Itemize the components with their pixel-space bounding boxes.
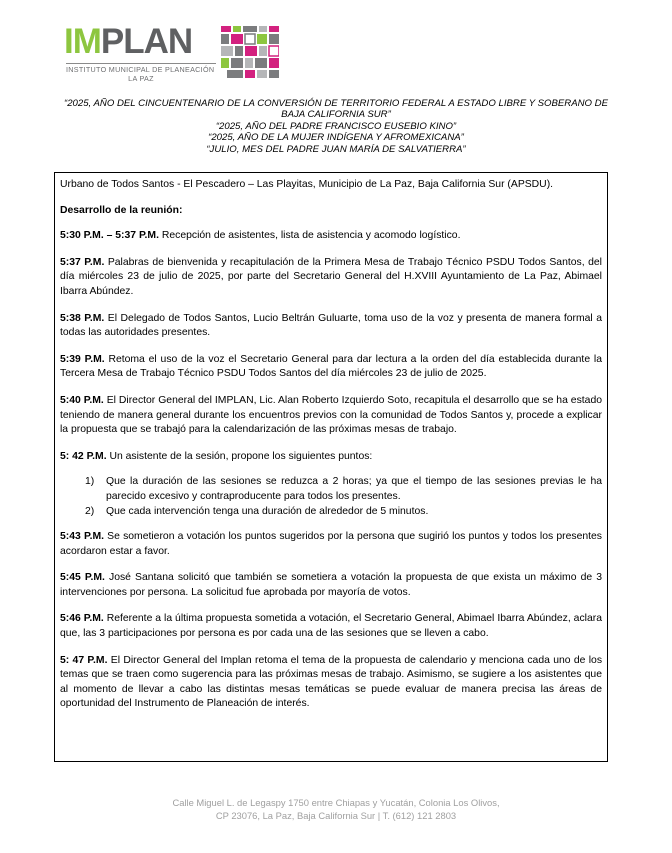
logo-wordmark-plan: PLAN bbox=[100, 22, 193, 61]
minutes-entry bbox=[60, 394, 602, 438]
logo-mosaic-icon bbox=[221, 26, 279, 80]
proposal-item bbox=[85, 475, 602, 504]
motto-line: “2025, AÑO DEL CINCUENTENARIO DE LA CONVERSIÓN DE TERRITORIO FEDERAL A ESTADO LIBRE Y SOBERANO DE BAJA CALIFORNIA SUR” bbox=[64, 98, 608, 121]
entry-time: 5:38 P.M. bbox=[60, 312, 105, 324]
entry-time: 5:46 P.M. bbox=[60, 613, 104, 625]
entry-text: El Delegado de Todos Santos, Lucio Beltrán Guluarte, toma uso de la voz y presenta de manera formal a todas las autoridades presentes. bbox=[60, 312, 602, 339]
proposal-number: 1) bbox=[85, 476, 95, 488]
motto-line: “JULIO, MES DEL PADRE JUAN MARÍA DE SALVATIERRA” bbox=[206, 143, 466, 155]
entry-time: 5:40 P.M. bbox=[60, 394, 104, 406]
motto-line: “2025, AÑO DEL PADRE FRANCISCO EUSEBIO KINO” bbox=[215, 120, 457, 132]
official-mottos bbox=[55, 98, 617, 155]
entry-text: Retoma el uso de la voz el Secretario General para dar lectura a la orden del día establecida durante la Tercera Mesa de Trabajo Técnico PSDU Todos Santos del día miércoles 23 de julio de 2025. bbox=[60, 353, 602, 380]
entry-text: El Director General del Implan retoma el tema de la propuesta de calendario y menciona cada uno de los temas que se traen como sugerencia para las próximas mesas de trabajo. Asimismo, se sugiere a los asistentes que al momento de llevar a cabo las distintas mesas temáticas se puede evaluar de manera precisa las áreas de oportunidad del Instrumento de Planeación de interés. bbox=[60, 654, 603, 710]
entry-text: Recepción de asistentes, lista de asistencia y acomodo logístico. bbox=[158, 230, 461, 242]
entry-time: 5:43 P.M. bbox=[60, 531, 104, 543]
minutes-entry bbox=[60, 654, 602, 712]
minutes-entry bbox=[60, 256, 602, 300]
page-footer bbox=[0, 796, 672, 822]
entry-text: Un asistente de la sesión, propone los siguientes puntos: bbox=[106, 450, 373, 462]
entry-time: 5:45 P.M. bbox=[60, 572, 105, 584]
entry-text: Referente a la última propuesta sometida a votación, el Secretario General, Abimael Ibarra Abúndez, aclara que, las 3 participaciones por persona es por cada una de las sesiones que se lleven a cabo. bbox=[60, 613, 602, 640]
motto-line: “2025, AÑO DE LA MUJER INDÍGENA Y AFROMEXICANA” bbox=[208, 132, 464, 144]
proposal-item bbox=[85, 505, 602, 520]
minutes-entry bbox=[60, 229, 602, 244]
entry-time: 5:30 P.M. – 5:37 P.M. bbox=[60, 230, 159, 242]
proposal-text: Que la duración de las sesiones se reduzca a 2 horas; ya que el tiempo de las sesiones previas le ha parecido excesivo y contraproducente para todos los presentes. bbox=[106, 476, 602, 502]
entry-time: 5:37 P.M. bbox=[60, 256, 105, 268]
minutes-entry bbox=[60, 450, 602, 465]
logo-subtitle: INSTITUTO MUNICIPAL DE PLANEACIÓN bbox=[66, 65, 215, 74]
proposal-number: 2) bbox=[85, 505, 95, 517]
entry-text: El Director General del IMPLAN, Lic. Alan Roberto Izquierdo Soto, recapitula el desarrollo que se ha estado teniendo de manera general durante los encuentros previos con la comunidad de Todos Santos y, procede a explicar la propuesta que se trabajó para la calendarización de las próximas mesas de trabajo. bbox=[60, 394, 602, 436]
minutes-heading bbox=[60, 204, 602, 219]
minutes-entry bbox=[60, 612, 602, 641]
footer-contact-line: CP 23076, La Paz, Baja California Sur | T. (612) 121 2803 bbox=[215, 810, 457, 821]
minutes-box bbox=[54, 172, 608, 762]
minutes-intro: Urbano de Todos Santos - El Pescadero – Las Playitas, Municipio de La Paz, Baja California Sur (APSDU). bbox=[60, 179, 554, 190]
proposal-text: Que cada intervención tenga una duración de alrededor de 5 minutos. bbox=[106, 505, 429, 517]
proposals-list bbox=[60, 475, 602, 519]
entry-text: Palabras de bienvenida y recapitulación de la Primera Mesa de Trabajo Técnico PSDU Todos Santos, del día miércoles 23 de julio de 2025, por parte del Secretario General del H.XVIII Ayuntamiento de La Paz, Abimael Ibarra Abúndez. bbox=[60, 256, 602, 297]
footer-address-line: Calle Miguel L. de Legaspy 1750 entre Chiapas y Yucatán, Colonia Los Olivos, bbox=[172, 797, 500, 808]
entry-time: 5:39 P.M. bbox=[60, 353, 105, 365]
minutes-entry bbox=[60, 571, 602, 600]
minutes-entry bbox=[60, 353, 602, 382]
entry-time: 5: 42 P.M. bbox=[60, 450, 107, 462]
logo-wordmark bbox=[64, 22, 192, 62]
minutes-heading-text: Desarrollo de la reunión: bbox=[60, 204, 183, 216]
entry-text: José Santana solicitó que también se sometiera a votación la propuesta de que exista un máximo de 3 intervenciones por persona. La solicitud fue aprobada por mayoría de votos. bbox=[60, 572, 603, 598]
minutes-entry bbox=[60, 530, 602, 559]
logo-city: LA PAZ bbox=[128, 74, 154, 83]
entry-time: 5: 47 P.M. bbox=[60, 654, 108, 666]
entry-text: Se sometieron a votación los puntos sugeridos por la persona que sugirió los puntos y todos los presentes acordaron estar a favor. bbox=[60, 531, 602, 557]
minutes-entry bbox=[60, 312, 602, 341]
logo-wordmark-im: IM bbox=[64, 22, 101, 61]
